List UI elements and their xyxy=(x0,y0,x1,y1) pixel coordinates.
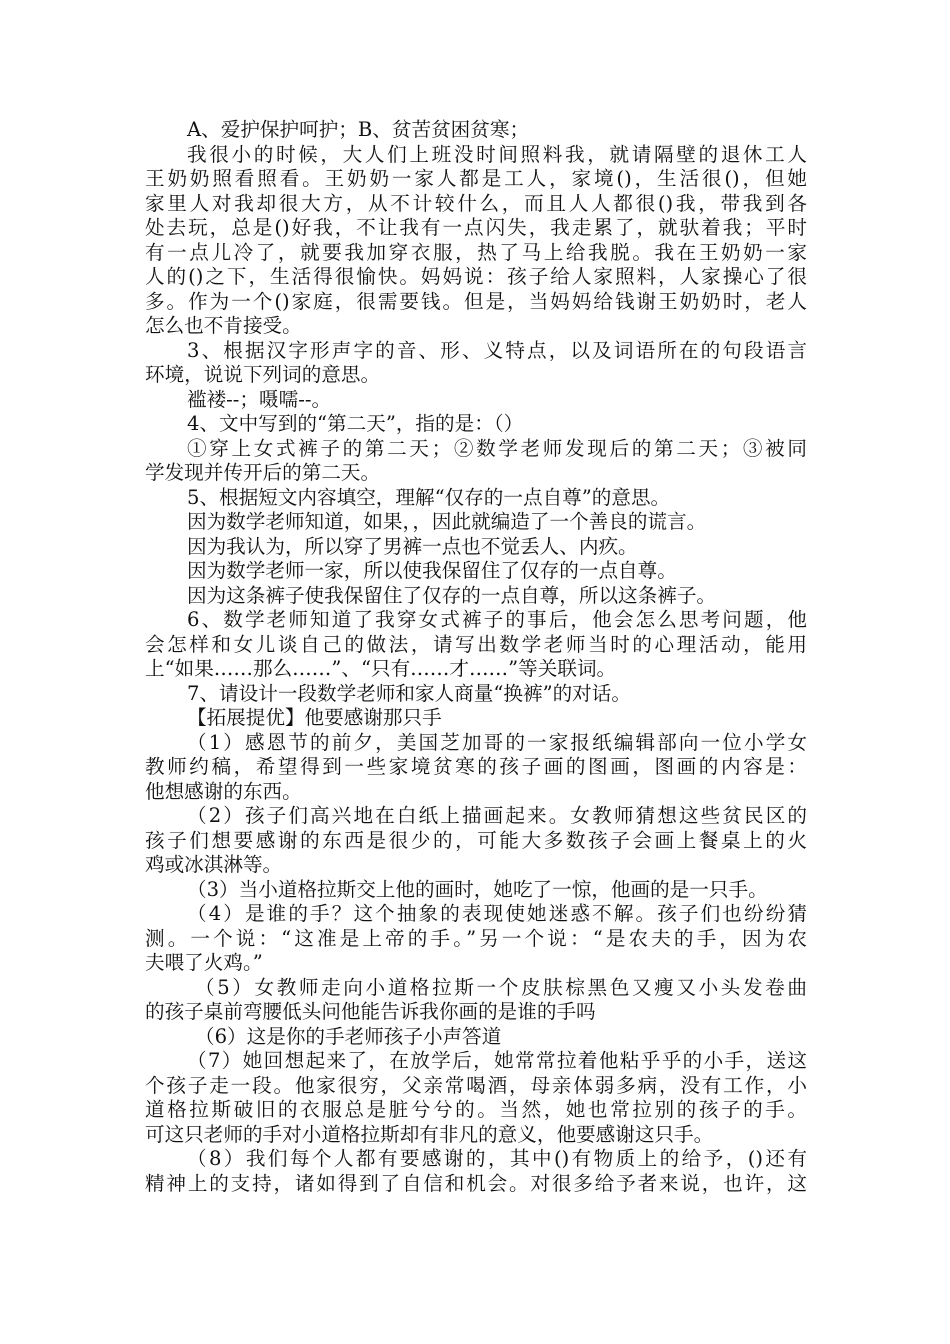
text-line: （3）当小道格拉斯交上他的画时，她吃了一惊，他画的是一只手。 xyxy=(187,877,768,901)
text-line: 学发现并传开后的第二天。 xyxy=(145,461,381,484)
text-line: 鸡或冰淇淋等。 xyxy=(145,853,283,876)
text-line: 处去玩，总是()好我，不让我有一点闪失，我走累了，就驮着我；平时 xyxy=(145,216,807,239)
text-line: （7）她回想起来了，在放学后，她常常拉着他粘乎乎的小手，送这 xyxy=(187,1049,807,1072)
text-line: 个孩子走一段。他家很穷，父亲常喝酒，母亲体弱多病，没有工作，小 xyxy=(145,1073,807,1097)
text-line: 他想感谢的东西。 xyxy=(145,779,302,803)
text-line: 测。一个说：“这准是上帝的手。”另一个说：“是农夫的手，因为农 xyxy=(145,926,807,950)
text-line: 可这只老师的手对小道格拉斯却有非凡的意义，他要感谢这只手。 xyxy=(145,1122,714,1146)
text-line: 4、文中写到的“第二天”，指的是：（） xyxy=(187,412,524,435)
text-line: 怎么也不肯接受。 xyxy=(145,314,302,337)
text-line: 因为数学老师知道，如果，，因此就编造了一个善良的谎言。 xyxy=(187,510,707,533)
text-line: （5）女教师走向小道格拉斯一个皮肤棕黑色又瘦又小头发卷曲 xyxy=(195,975,807,999)
text-line: 多。作为一个()家庭，很需要钱。但是，当妈妈给钱谢王奶奶时，老人 xyxy=(145,289,807,313)
text-line: 有一点儿冷了，就要我加穿衣服，热了马上给我脱。我在王奶奶一家 xyxy=(145,240,807,264)
text-line: 会怎样和女儿谈自己的做法，请写出数学老师当时的心理活动，能用 xyxy=(145,632,807,656)
text-line: （1）感恩节的前夕，美国芝加哥的一家报纸编辑部向一位小学女 xyxy=(187,730,807,754)
text-line: 因为我认为，所以穿了男裤一点也不觉丢人、内疚。 xyxy=(187,534,638,558)
text-line: ①穿上女式裤子的第二天；②数学老师发现后的第二天；③被同 xyxy=(187,436,807,460)
text-line: A、爱护保护呵护；B、贫苦贫困贫寒； xyxy=(187,118,530,141)
text-line: 道格拉斯破旧的衣服总是脏兮兮的。当然，她也常拉别的孩子的手。 xyxy=(145,1098,807,1121)
text-line: 王奶奶照看照看。王奶奶一家人都是工人，家境()，生活很()，但她 xyxy=(145,167,807,190)
text-line: 6、数学老师知道了我穿女式裤子的事后，他会怎么思考问题，他 xyxy=(187,608,807,631)
text-line: 环境，说说下列词的意思。 xyxy=(145,363,381,386)
document-page xyxy=(145,118,807,1196)
text-line: （2）孩子们高兴地在白纸上描画起来。女教师猜想这些贫民区的 xyxy=(187,804,807,827)
text-line: 【拓展提优】他要感谢那只手 xyxy=(187,706,442,729)
text-line: 褴褛--；嗫嚅--。 xyxy=(187,387,332,411)
text-line: 7、请设计一段数学老师和家人商量“换裤”的对话。 xyxy=(187,681,631,705)
text-line: （4）是谁的手？这个抽象的表现使她迷惑不解。孩子们也纷纷猜 xyxy=(187,902,807,925)
text-line: （8）我们每个人都有要感谢的，其中()有物质上的给予，()还有 xyxy=(187,1147,807,1170)
text-line: 我很小的时候，大人们上班没时间照料我，就请隔壁的退休工人 xyxy=(187,142,807,166)
text-line: 人的()之下，生活得很愉快。妈妈说：孩子给人家照料，人家操心了很 xyxy=(145,265,807,288)
text-line: 3、根据汉字形声字的音、形、义特点，以及词语所在的句段语言 xyxy=(187,338,807,362)
text-line: 夫喂了火鸡。” xyxy=(145,951,263,974)
text-line: 的孩子桌前弯腰低头问他能告诉我你画的是谁的手吗 xyxy=(145,1000,596,1023)
text-line: 因为数学老师一家，所以使我保留住了仅存的一点自尊。 xyxy=(187,559,677,582)
text-line: 上“如果……那么……”、“只有……才……”等关联词。 xyxy=(145,657,617,680)
text-line: 孩子们想要感谢的东西是很少的，可能大多数孩子会画上餐桌上的火 xyxy=(145,828,807,852)
text-line: 5、根据短文内容填空，理解“仅存的一点自尊”的意思。 xyxy=(187,485,671,509)
text-line: 家里人对我却很大方，从不计较什么，而且人人都很()我，带我到各 xyxy=(145,191,807,215)
text-line: 精神上的支持，诸如得到了自信和机会。对很多给予者来说，也许，这 xyxy=(145,1171,807,1195)
text-line: 因为这条裤子使我保留住了仅存的一点自尊，所以这条裤子。 xyxy=(187,583,717,607)
text-line: （6）这是你的手老师孩子小声答道 xyxy=(195,1024,502,1048)
text-line: 教师约稿，希望得到一些家境贫寒的孩子画的图画，图画的内容是： xyxy=(145,755,807,778)
